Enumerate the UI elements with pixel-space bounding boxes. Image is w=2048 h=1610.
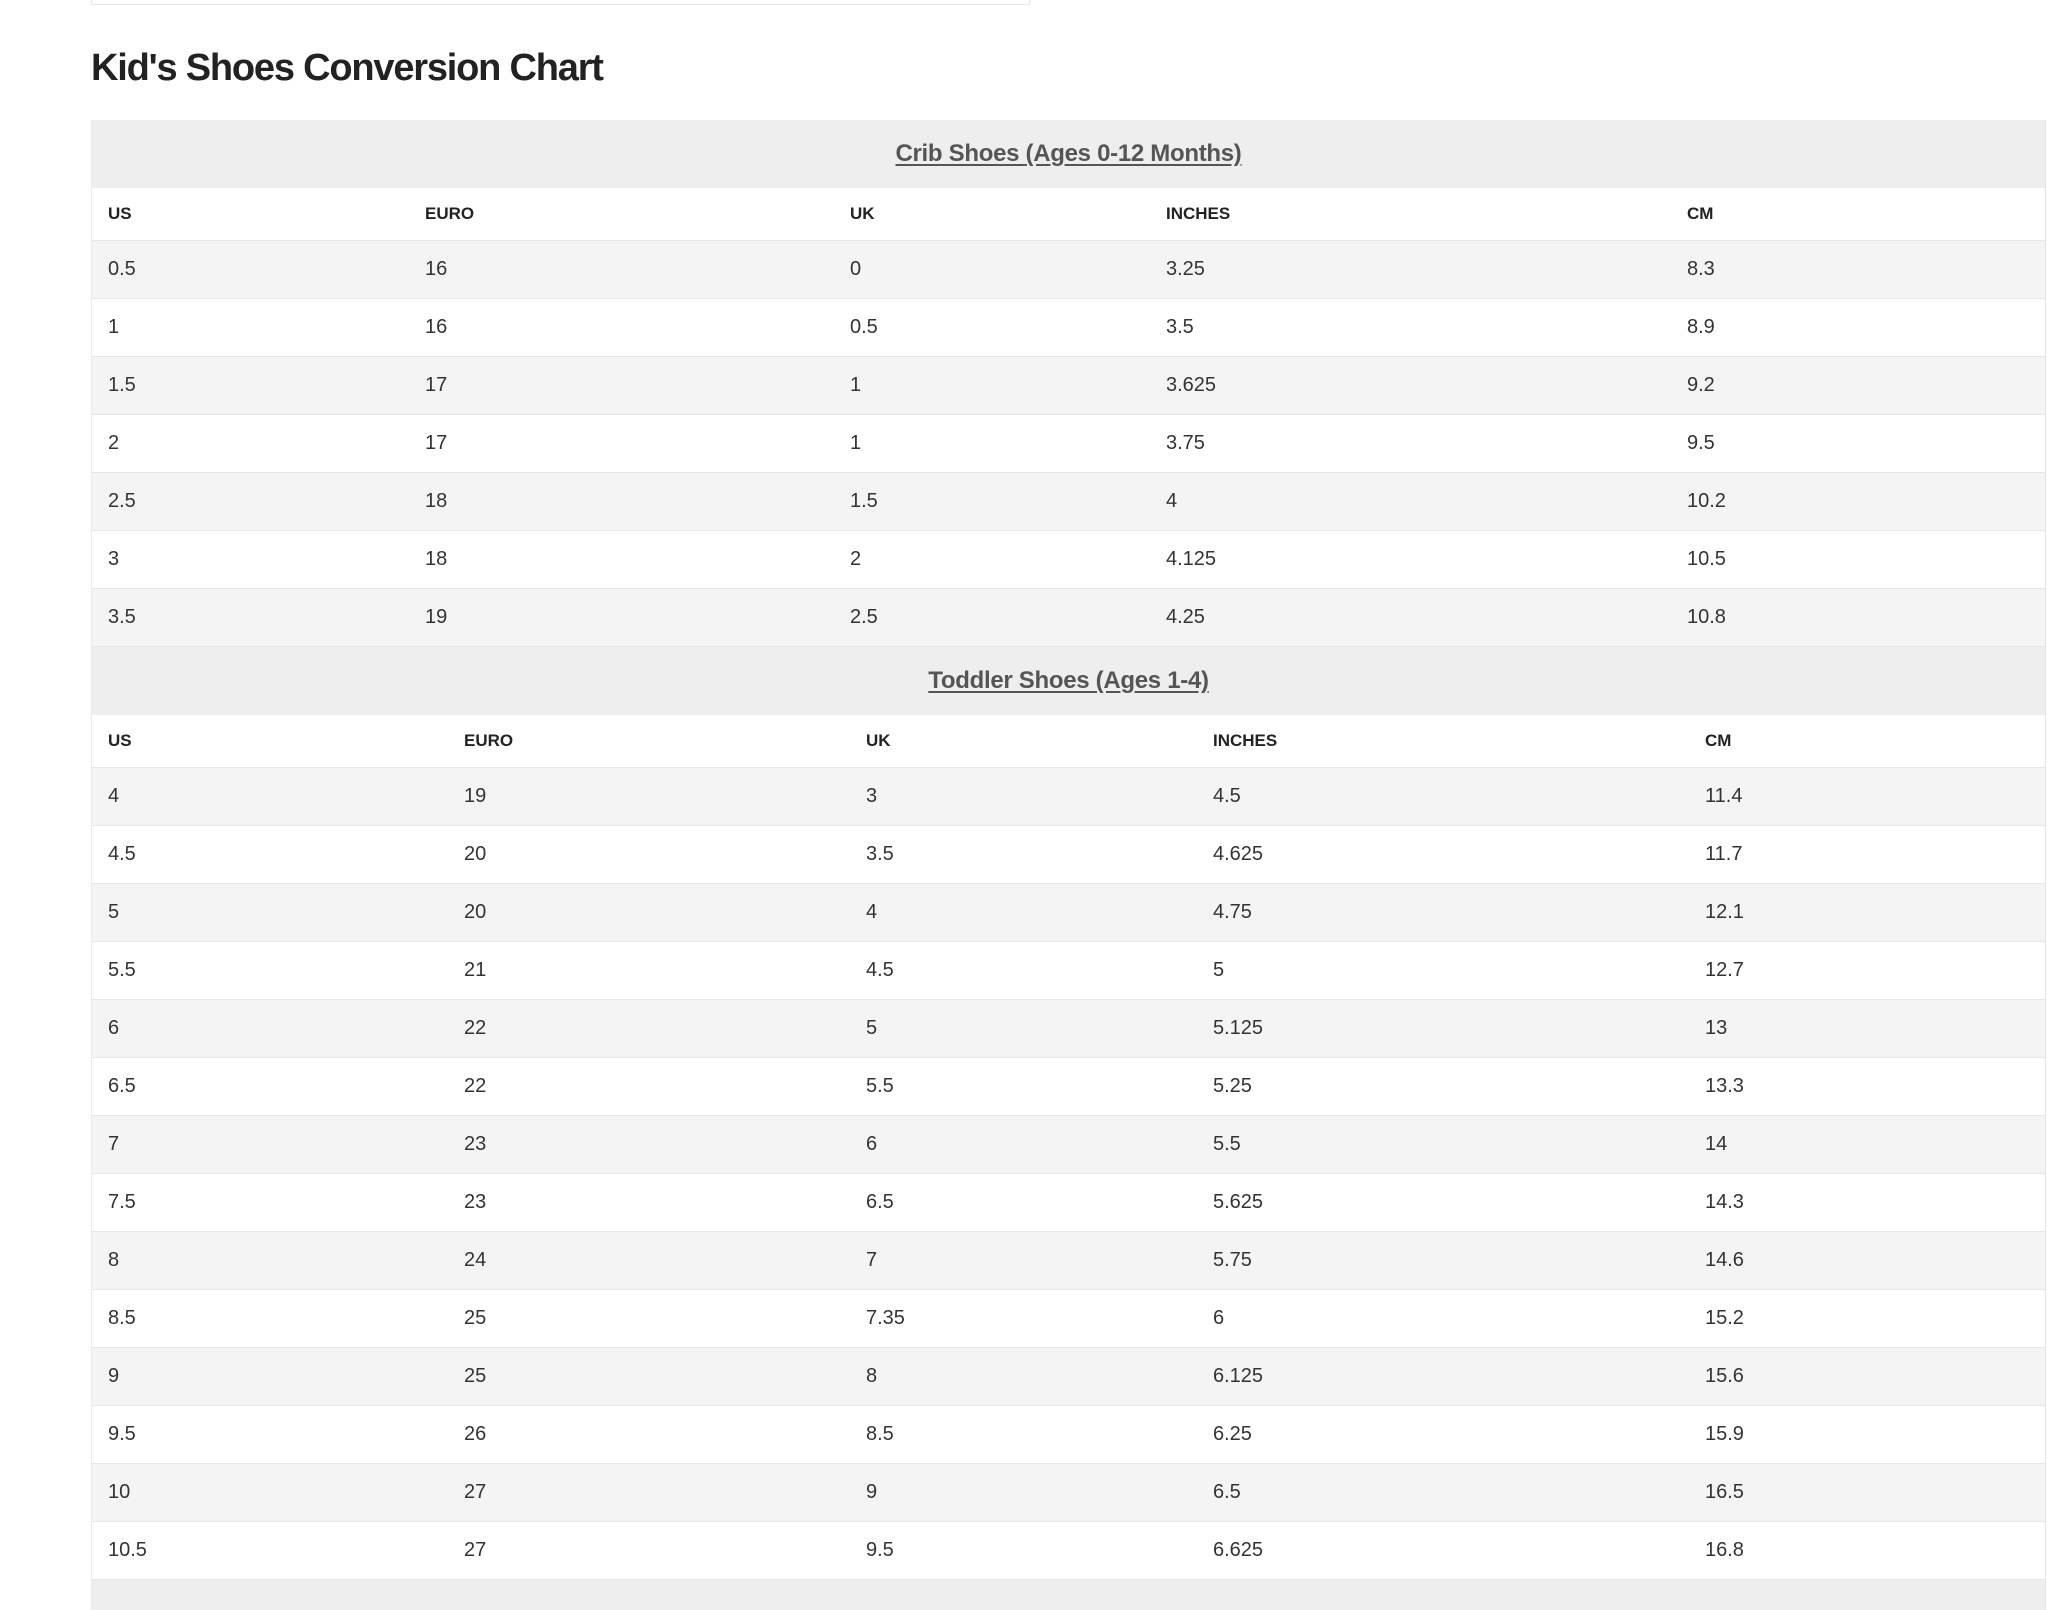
cell-uk: 2 [834,531,1150,589]
cell-us: 6.5 [92,1058,448,1116]
cell-uk: 2.5 [834,589,1150,647]
cell-inches: 5.5 [1197,1116,1689,1174]
cell-cm: 9.5 [1671,415,2045,473]
table-row [92,473,2045,531]
cell-inches: 6 [1197,1290,1689,1348]
cell-us: 8.5 [92,1290,448,1348]
cell-inches: 4.75 [1197,884,1689,942]
table-row [92,1116,2045,1174]
cell-us: 5.5 [92,942,448,1000]
column-header-inches: INCHES [1150,188,1671,241]
cell-us: 1 [92,299,409,357]
cell-cm: 13 [1689,1000,2045,1058]
cell-inches: 4.5 [1197,768,1689,826]
cell-uk: 4 [850,884,1197,942]
cell-cm: 16.5 [1689,1464,2045,1522]
cell-euro: 18 [409,473,834,531]
column-header-cm: CM [1671,188,2045,241]
column-header-row [92,188,2045,241]
table-row [92,1348,2045,1406]
cell-inches: 6.625 [1197,1522,1689,1580]
cell-cm: 10.5 [1671,531,2045,589]
cell-euro: 19 [448,768,850,826]
column-header-euro: EURO [409,188,834,241]
cell-euro: 16 [409,299,834,357]
cell-us: 5 [92,884,448,942]
column-header-euro: EURO [448,715,850,768]
column-header-inches: INCHES [1197,715,1689,768]
cell-inches: 4.625 [1197,826,1689,884]
cell-uk: 1 [834,415,1150,473]
cell-euro: 24 [448,1232,850,1290]
cell-us: 8 [92,1232,448,1290]
cell-inches: 6.25 [1197,1406,1689,1464]
cell-uk: 9.5 [850,1522,1197,1580]
cell-inches: 3.625 [1150,357,1671,415]
cell-cm: 12.1 [1689,884,2045,942]
cell-inches: 3.5 [1150,299,1671,357]
section-header-cell [92,647,2045,715]
table-row [92,1522,2045,1580]
table-row [92,357,2045,415]
page-title: Kid's Shoes Conversion Chart [91,47,603,89]
cell-cm: 9.2 [1671,357,2045,415]
table-row [92,768,2045,826]
column-header-cm: CM [1689,715,2045,768]
column-header-row [92,715,2045,768]
cell-uk: 5.5 [850,1058,1197,1116]
cell-uk: 7.35 [850,1290,1197,1348]
cell-euro: 17 [409,357,834,415]
cell-uk: 8.5 [850,1406,1197,1464]
cell-cm: 8.9 [1671,299,2045,357]
cell-inches: 4 [1150,473,1671,531]
previous-content-box [91,0,1030,5]
cell-inches: 3.25 [1150,241,1671,299]
cell-euro: 22 [448,1000,850,1058]
cell-us: 1.5 [92,357,409,415]
cell-uk: 7 [850,1232,1197,1290]
cell-us: 3.5 [92,589,409,647]
size-table-section-0 [92,120,2045,647]
cell-uk: 1 [834,357,1150,415]
cell-uk: 5 [850,1000,1197,1058]
cell-euro: 26 [448,1406,850,1464]
table-row [92,241,2045,299]
cell-us: 7 [92,1116,448,1174]
cell-euro: 16 [409,241,834,299]
cell-us: 2 [92,415,409,473]
cell-cm: 14.6 [1689,1232,2045,1290]
cell-us: 9.5 [92,1406,448,1464]
cell-euro: 27 [448,1464,850,1522]
cell-us: 6 [92,1000,448,1058]
table-row [92,1290,2045,1348]
cell-uk: 4.5 [850,942,1197,1000]
section-header-cell [92,120,2045,188]
cell-inches: 5.625 [1197,1174,1689,1232]
cell-uk: 9 [850,1464,1197,1522]
table-row [92,1464,2045,1522]
cell-uk: 6.5 [850,1174,1197,1232]
cell-euro: 23 [448,1116,850,1174]
table-row [92,589,2045,647]
cell-inches: 6.5 [1197,1464,1689,1522]
cell-cm: 13.3 [1689,1058,2045,1116]
table-row [92,942,2045,1000]
cell-uk: 0.5 [834,299,1150,357]
cell-us: 0.5 [92,241,409,299]
conversion-chart [91,120,2046,1610]
cell-euro: 21 [448,942,850,1000]
cell-uk: 8 [850,1348,1197,1406]
table-row [92,415,2045,473]
cell-uk: 6 [850,1116,1197,1174]
cell-us: 9 [92,1348,448,1406]
table-row [92,884,2045,942]
column-header-uk: UK [850,715,1197,768]
cell-euro: 17 [409,415,834,473]
cell-euro: 19 [409,589,834,647]
cell-euro: 25 [448,1290,850,1348]
cell-cm: 15.2 [1689,1290,2045,1348]
table-row [92,299,2045,357]
table-row [92,826,2045,884]
cell-inches: 5.25 [1197,1058,1689,1116]
cell-us: 2.5 [92,473,409,531]
cell-euro: 20 [448,826,850,884]
cell-us: 3 [92,531,409,589]
chart-sections [92,120,2045,1580]
cell-us: 4.5 [92,826,448,884]
cell-us: 10 [92,1464,448,1522]
cell-euro: 20 [448,884,850,942]
cell-inches: 5 [1197,942,1689,1000]
section-header-row [92,647,2045,715]
table-row [92,1058,2045,1116]
section-header-row [92,120,2045,188]
cell-us: 7.5 [92,1174,448,1232]
cell-cm: 11.7 [1689,826,2045,884]
cell-uk: 3.5 [850,826,1197,884]
column-header-us: US [92,715,448,768]
cell-cm: 10.8 [1671,589,2045,647]
cell-uk: 3 [850,768,1197,826]
cell-cm: 15.6 [1689,1348,2045,1406]
cell-euro: 18 [409,531,834,589]
cell-inches: 4.125 [1150,531,1671,589]
cell-cm: 16.8 [1689,1522,2045,1580]
table-row [92,531,2045,589]
cell-us: 10.5 [92,1522,448,1580]
cell-cm: 10.2 [1671,473,2045,531]
table-row [92,1232,2045,1290]
cell-inches: 3.75 [1150,415,1671,473]
next-section-header [92,1580,2045,1610]
cell-inches: 5.75 [1197,1232,1689,1290]
cell-cm: 14 [1689,1116,2045,1174]
cell-cm: 12.7 [1689,942,2045,1000]
cell-us: 4 [92,768,448,826]
size-table-section-1 [92,647,2045,1580]
column-header-uk: UK [834,188,1150,241]
cell-uk: 1.5 [834,473,1150,531]
cell-cm: 8.3 [1671,241,2045,299]
table-row [92,1174,2045,1232]
cell-inches: 4.25 [1150,589,1671,647]
cell-euro: 23 [448,1174,850,1232]
cell-cm: 15.9 [1689,1406,2045,1464]
cell-uk: 0 [834,241,1150,299]
cell-cm: 11.4 [1689,768,2045,826]
cell-euro: 22 [448,1058,850,1116]
cell-euro: 27 [448,1522,850,1580]
column-header-us: US [92,188,409,241]
cell-cm: 14.3 [1689,1174,2045,1232]
cell-inches: 5.125 [1197,1000,1689,1058]
cell-inches: 6.125 [1197,1348,1689,1406]
table-row [92,1000,2045,1058]
section-title: Toddler Shoes (Ages 1-4) [928,667,1209,694]
table-row [92,1406,2045,1464]
cell-euro: 25 [448,1348,850,1406]
section-title: Crib Shoes (Ages 0-12 Months) [895,140,1242,167]
